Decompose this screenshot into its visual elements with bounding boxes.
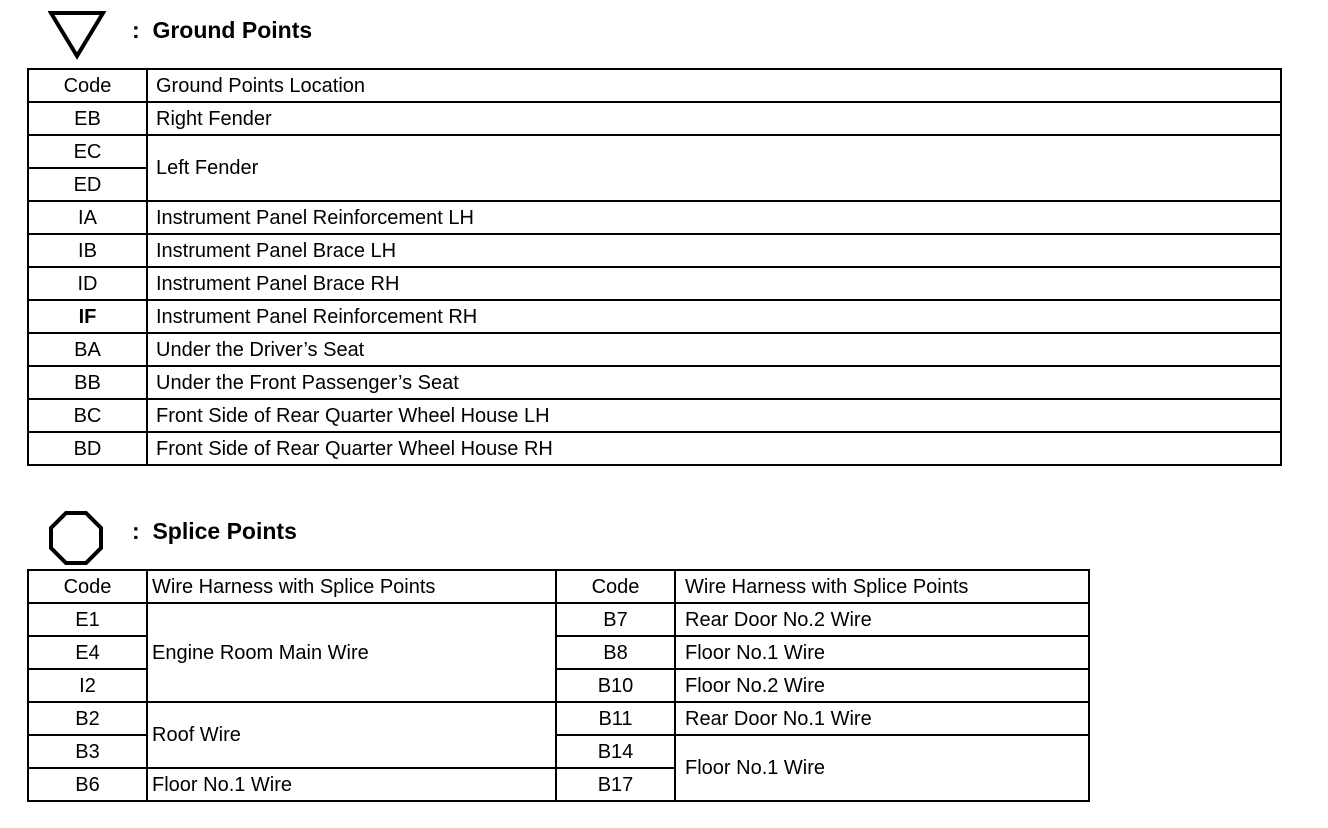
- table-row: [28, 267, 1281, 300]
- location-cell: Instrument Panel Brace LH: [147, 234, 1281, 267]
- location-cell: Under the Driver’s Seat: [147, 333, 1281, 366]
- wire-cell: Rear Door No.2 Wire: [675, 603, 1089, 636]
- table-row: [28, 333, 1281, 366]
- code-cell: B8: [556, 636, 675, 669]
- code-cell: EB: [28, 102, 147, 135]
- table-row: [28, 603, 1089, 636]
- location-cell: Front Side of Rear Quarter Wheel House LH: [147, 399, 1281, 432]
- header-code-left: Code: [28, 570, 147, 603]
- location-cell: Instrument Panel Brace RH: [147, 267, 1281, 300]
- table-header-row: [28, 69, 1281, 102]
- code-cell: BD: [28, 432, 147, 465]
- header-code: Code: [28, 69, 147, 102]
- code-cell: B6: [28, 768, 147, 801]
- location-cell: Left Fender: [147, 135, 1281, 201]
- code-cell: E1: [28, 603, 147, 636]
- table-row: [28, 300, 1281, 333]
- code-cell: ED: [28, 168, 147, 201]
- code-cell: ID: [28, 267, 147, 300]
- wire-cell: Floor No.1 Wire: [147, 768, 556, 801]
- code-cell: IA: [28, 201, 147, 234]
- header-wire-left: Wire Harness with Splice Points: [147, 570, 556, 603]
- code-cell: IB: [28, 234, 147, 267]
- table-row: [28, 366, 1281, 399]
- wire-cell: Floor No.1 Wire: [675, 735, 1089, 801]
- location-cell: Instrument Panel Reinforcement LH: [147, 201, 1281, 234]
- location-cell: Instrument Panel Reinforcement RH: [147, 300, 1281, 333]
- code-cell: B2: [28, 702, 147, 735]
- wire-cell: Floor No.2 Wire: [675, 669, 1089, 702]
- location-cell: Under the Front Passenger’s Seat: [147, 366, 1281, 399]
- code-cell: BA: [28, 333, 147, 366]
- table-header-row: [28, 570, 1089, 603]
- code-cell: BB: [28, 366, 147, 399]
- code-cell: I2: [28, 669, 147, 702]
- table-row: [28, 399, 1281, 432]
- table-row: [28, 102, 1281, 135]
- code-cell: E4: [28, 636, 147, 669]
- code-cell: BC: [28, 399, 147, 432]
- code-cell: EC: [28, 135, 147, 168]
- header-location: Ground Points Location: [147, 69, 1281, 102]
- code-cell: B17: [556, 768, 675, 801]
- octagon-icon: [48, 510, 104, 566]
- splice-points-title: : Splice Points: [132, 518, 297, 544]
- location-cell: Front Side of Rear Quarter Wheel House RH: [147, 432, 1281, 465]
- code-cell: B3: [28, 735, 147, 768]
- code-cell: B14: [556, 735, 675, 768]
- header-code-right: Code: [556, 570, 675, 603]
- code-cell: B7: [556, 603, 675, 636]
- ground-points-table: [27, 68, 1282, 466]
- code-cell: IF: [28, 300, 147, 333]
- downward-triangle-icon: [48, 10, 106, 60]
- header-wire-right: Wire Harness with Splice Points: [675, 570, 1089, 603]
- ground-points-title: : Ground Points: [132, 17, 313, 43]
- wire-cell: Engine Room Main Wire: [147, 603, 556, 702]
- wire-cell: Roof Wire: [147, 702, 556, 768]
- code-cell: B11: [556, 702, 675, 735]
- splice-points-table: [27, 569, 1090, 802]
- wire-cell: Floor No.1 Wire: [675, 636, 1089, 669]
- table-row: [28, 201, 1281, 234]
- location-cell: Right Fender: [147, 102, 1281, 135]
- wire-cell: Rear Door No.1 Wire: [675, 702, 1089, 735]
- table-row: [28, 234, 1281, 267]
- table-row: [28, 135, 1281, 168]
- table-row: [28, 432, 1281, 465]
- table-row: [28, 702, 1089, 735]
- code-cell: B10: [556, 669, 675, 702]
